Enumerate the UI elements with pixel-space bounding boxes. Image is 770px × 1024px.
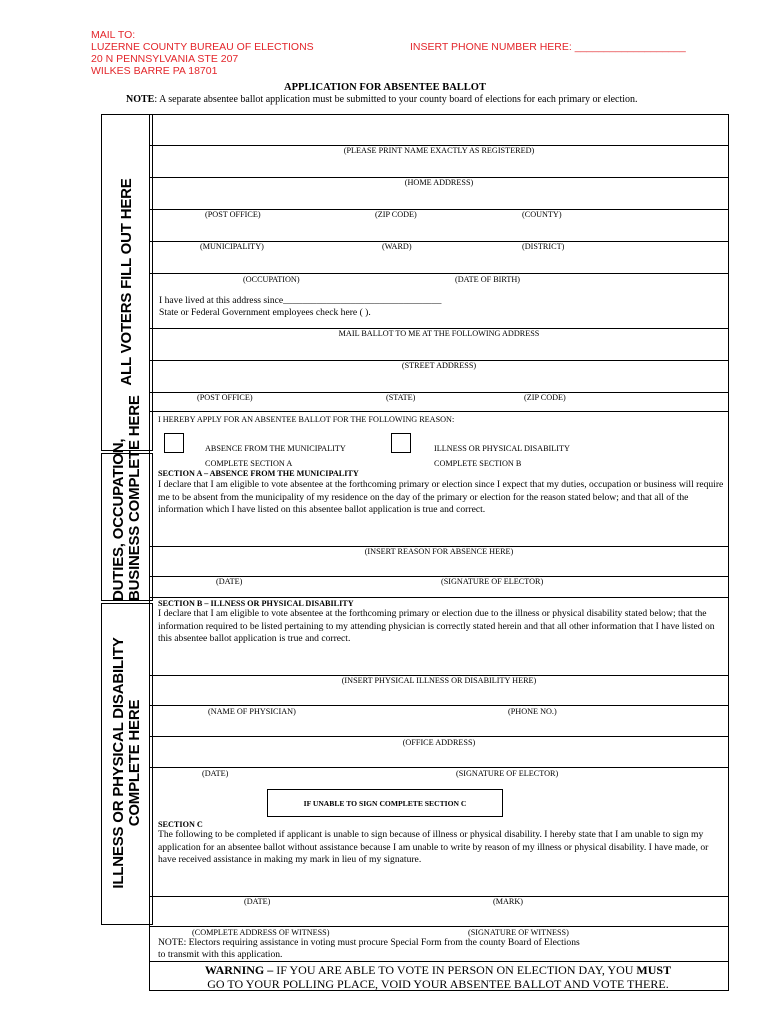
absence-reason-label: (INSERT REASON FOR ABSENCE HERE) — [364, 547, 514, 556]
state-label: (STATE) — [386, 393, 416, 402]
bureau-city: WILKES BARRE PA 18701 — [91, 65, 218, 77]
line-apply-reason — [149, 411, 729, 412]
municipality-label: (MUNICIPALITY) — [200, 242, 264, 251]
illness-side-line2: COMPLETE HERE — [126, 699, 143, 827]
ward-label: (WARD) — [382, 242, 412, 251]
note-label: NOTE — [126, 94, 155, 105]
print-name-label: (PLEASE PRINT NAME EXACTLY AS REGISTERED) — [343, 146, 535, 155]
absence-label: ABSENCE FROM THE MUNICIPALITY — [205, 444, 346, 453]
duties-side-label — [110, 395, 143, 601]
line-section-a-end — [149, 597, 729, 598]
mail-to-label: MAIL TO: — [91, 29, 136, 41]
section-c-body: The following to be completed if applicant is unable to sign because of illness or physical disability. I hereby state that I am unable to sign my application for an absentee ballot without assistance because I am unable to write by reason of my illness or physical disability. I have made, or have received assistance in making my mark in lieu of my signature. — [158, 829, 709, 866]
line-physician — [149, 705, 729, 706]
mail-ballot-label: MAIL BALLOT TO ME AT THE FOLLOWING ADDRESS — [338, 329, 540, 338]
illness-side-line1: ILLNESS OR PHYSICAL DISABILITY — [110, 637, 127, 889]
zip-code-label: (ZIP CODE) — [375, 210, 417, 219]
unable-to-sign-label: IF UNABLE TO SIGN COMPLETE SECTION C — [303, 799, 467, 808]
bureau-name: LUZERNE COUNTY BUREAU OF ELECTIONS — [91, 41, 314, 53]
absence-sub-label: COMPLETE SECTION A — [205, 459, 293, 468]
page-title: APPLICATION FOR ABSENTEE BALLOT — [284, 82, 486, 93]
lived-since-field[interactable]: I have lived at this address since_________________________________ — [159, 295, 442, 306]
mail-post-office-label: (POST OFFICE) — [197, 393, 253, 402]
warning-text — [155, 963, 721, 991]
line-section-c-date — [149, 896, 729, 897]
warning-text-line1: IF YOU ARE ABLE TO VOTE IN PERSON ON ELECTION DAY, YOU — [273, 963, 637, 977]
unable-to-sign-box — [267, 789, 503, 817]
section-b-date-label: (DATE) — [202, 769, 229, 778]
office-address-label: (OFFICE ADDRESS) — [402, 738, 476, 747]
section-a-date-label: (DATE) — [216, 577, 243, 586]
section-c-date-label: (DATE) — [244, 897, 271, 906]
physician-phone-label: (PHONE NO.) — [508, 707, 557, 716]
illness-checkbox[interactable] — [391, 433, 411, 453]
witness-address-label: (COMPLETE ADDRESS OF WITNESS) — [192, 928, 330, 937]
mark-label: (MARK) — [493, 897, 524, 906]
warning-must: MUST — [636, 963, 672, 977]
bureau-street: 20 N PENNSYLVANIA STE 207 — [91, 53, 239, 65]
section-b-heading: SECTION B – ILLNESS OR PHYSICAL DISABILITY — [158, 599, 354, 608]
duties-side-line2: BUSINESS COMPLETE HERE — [126, 395, 143, 601]
warning-text-line2: GO TO YOUR POLLING PLACE, VOID YOUR ABSENTEE BALLOT AND VOTE THERE. — [207, 977, 669, 991]
mail-zip-code-label: (ZIP CODE) — [524, 393, 566, 402]
line-section-b-date — [149, 767, 729, 768]
illness-side-label — [111, 603, 143, 923]
date-of-birth-label: (DATE OF BIRTH) — [455, 275, 521, 284]
phone-number-label: INSERT PHONE NUMBER HERE: ___________________ — [410, 41, 686, 53]
physician-name-label: (NAME OF PHYSICIAN) — [208, 707, 296, 716]
section-b-body: I declare that I am eligible to vote absentee at the forthcoming primary or election due to the illness or physical disability stated below; that the information required to be listed pertaining to my attending physician is correctly stated herein and that all other information that I have listed on this absentee ballot application is true and correct. — [158, 608, 715, 645]
all-voters-side-label: ALL VOTERS FILL OUT HERE — [118, 178, 135, 386]
district-label: (DISTRICT) — [522, 242, 565, 251]
line-office-address — [149, 736, 729, 737]
duties-side-box — [101, 395, 153, 601]
illness-label: ILLNESS OR PHYSICAL DISABILITY — [434, 444, 570, 453]
section-a-signature-label: (SIGNATURE OF ELECTOR) — [441, 577, 544, 586]
county-label: (COUNTY) — [522, 210, 562, 219]
line-witness — [149, 926, 729, 927]
section-a-body: I declare that I am eligible to vote absentee at the forthcoming primary or election since I expect that my duties, occupation or business will require me to be absent from the municipality of my residence on the day of the primary or election for the reason stated below; and that all of the information which I have listed on this absentee ballot application is true and correct. — [158, 479, 724, 516]
apply-reason-label: I HEREBY APPLY FOR AN ABSENTEE BALLOT FOR THE FOLLOWING REASON: — [158, 415, 455, 424]
assistance-note-line2: to transmit with this application. — [158, 949, 283, 960]
top-note — [126, 94, 638, 105]
assistance-note-line1: NOTE: Electors requiring assistance in voting must procure Special Form from the county Board of Elections — [158, 937, 580, 948]
witness-signature-label: (SIGNATURE OF WITNESS) — [468, 928, 569, 937]
duties-side-line1: DUTIES, OCCUPATION, — [110, 438, 127, 601]
occupation-label: (OCCUPATION) — [243, 275, 300, 284]
street-address-label: (STREET ADDRESS) — [401, 361, 477, 370]
section-a-heading: SECTION A – ABSENCE FROM THE MUNICIPALITY — [158, 469, 359, 478]
home-address-label: (HOME ADDRESS) — [404, 178, 474, 187]
warning-label: WARNING – — [204, 963, 274, 977]
post-office-label: (POST OFFICE) — [205, 210, 261, 219]
note-text: : A separate absentee ballot application must be submitted to your county board of elections for each primary or election. — [154, 94, 638, 105]
section-c-heading: SECTION C — [158, 820, 203, 829]
absence-checkbox[interactable] — [164, 433, 184, 453]
illness-sub-label: COMPLETE SECTION B — [434, 459, 522, 468]
illness-side-box — [101, 603, 153, 925]
govt-employee-checkbox[interactable]: State or Federal Government employees check here ( ). — [159, 307, 371, 318]
line-occupation — [149, 273, 729, 274]
section-b-signature-label: (SIGNATURE OF ELECTOR) — [456, 769, 559, 778]
illness-description-label: (INSERT PHYSICAL ILLNESS OR DISABILITY HERE) — [341, 676, 537, 685]
